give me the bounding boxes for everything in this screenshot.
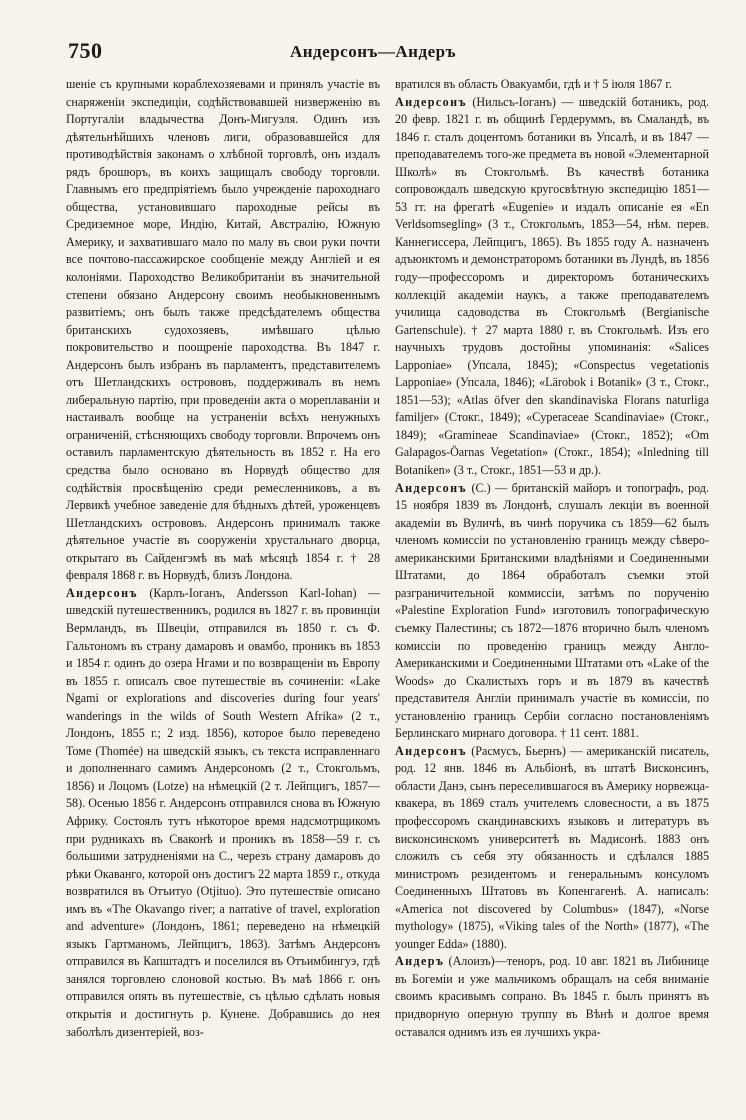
entry-text: (Карлъ-Іоганъ, Andersson Karl-Iohan) — шведскій путешественникъ, родился въ 1827 г. въ провинціи Вермландъ, въ Швеціи, отправился въ 1850 г. съ Ф. Гальтономъ въ страну дамаровъ и овамбо, проникъ въ 1853 и 1854 г. одинъ до озера Нгами и по возвращеніи въ Европу въ 1855 г. описалъ свое путешествіе въ сочиненіи: «Lake Ngami or explorations and discoveries during four years' wanderings in the wilds of South Western Afrika» (2 т., Лондонъ, 1855 г.; 2 изд. 1856), которое было переведено Томе (Thomée) на шведскій языкъ, съ текста исправленнаго и дополненнаго самимъ Андерсономъ (2 т., Стокгольмъ, 1856) и Лоцомъ (Lotze) на нѣмецкій (2 т. Лейпцигъ, 1857—58). Осенью 1856 г. Андерсонъ отправился снова въ Южную Африку. Состоялъ тутъ нѣкоторое время надсмотрщикомъ при рудникахъ въ Сваконѣ и проникъ въ 1858—59 г. съ большими затрудненіями на С., черезъ страну дамаровъ до рѣки Окаванго, которой онъ достигъ 22 марта 1859 г., откуда возвратился въ Отъитуо (Otjituo). Это путешествіе описано имъ въ «The Okavango river; a narrative of travel, exploration and adventure» (Лондонъ, 1861; переведено на нѣмецкій языкъ Гартманомъ, Лейпцигъ, 1863). Затѣмъ Андерсонъ отправился въ Капштадтъ и поселился въ Отъимбингуэ, гдѣ занялся торговлею слоновой костью. Въ маѣ 1866 г. онъ отправился опять въ путешествіе, съ цѣлью сдѣлать новыя открытія и достигнуть р. Кунене. Добравшись до нея заболѣлъ дизентеріей, воз-: [66, 585, 380, 1039]
entry-ander-alois: [395, 953, 709, 1041]
entry-text: (Нильсъ-Іоганъ) — шведскій ботаникъ, род. 20 февр. 1821 г. въ общинѣ Гердеруммъ, въ Смаландѣ, въ 1846 г. сталъ доцентомъ ботаники въ Упсалѣ, и въ 1847 — преподавателемъ того-же предмета въ новой «Элементарной Школѣ» въ Стокгольмѣ. Въ качествѣ ботаника сопровождалъ шведскую кругосвѣтную экспедицію 1851—53 гг. на фрегатѣ «Eugenie» и издалъ описаніе ея «En Verldsomsegling» (3 т., Стокгольмъ, 1853—54, нѣм. перев. Каннегиссера, Лейпцигъ, 1865). Въ 1855 году А. назначенъ адъюнктомъ и демонстраторомъ ботаники въ Лундѣ, въ 1856 году—профессоромъ и директоромъ ботаническихъ коллекцій академіи наукъ, а также преподавателемъ училища садоводства въ Стокгольмѣ (Bergianische Gartenschule). † 27 марта 1880 г. въ Стокгольмѣ. Изъ его научныхъ трудовъ достойны упоминанія: «Salices Lapponiae» (Упсала, 1845); «Conspectus vegetationis Lapponiae» (Упсала, 1846); «Lärobok i Botanik» (3 т., Стокг., 1851—53); «Atlas öfver den skandinaviska Florans naturliga familjer» (Стокг., 1849); «Cyperaceae Scandinaviae» (Стокг., 1849); «Gramineae Scandinaviae» (Стокг., 1852); «Om Galapagos-Öarnas Vegetation» (Стокг., 1854); «Inledning till Botaniken» (3 т., Стокг., 1851—53 и др.).: [395, 94, 709, 478]
entry-text: (С.) — британскій майоръ и топографъ, род. 15 ноября 1839 въ Лондонѣ, слушалъ лекціи въ военной академіи въ Вуличѣ, въ чинѣ поручика съ 1859—62 былъ членомъ комиссіи по установленію границъ между сѣверо-американскими Британскими владѣніями и Соединенными Штатами, до 1864 обработалъ съемки этой разграничительной коммиссіи, затѣмъ по порученію «Palestine Exploration Fund» изготовилъ топографическую съемку Палестины; съ 1872—1876 вторично былъ членомъ комиссіи по проведенію границъ между Англо-Американскими и Соединенными Штатами отъ «Lake of the Woods» до Скалистыхъ горъ и въ 1879 въ качествѣ представителя Англіи принималъ участіе въ комиссіи, по установленію границъ Сербіи согласно постановленіямъ Берлинскаго мирнаго договора. † 11 сент. 1881.: [395, 480, 709, 741]
entry-text: (Алоизъ)—теноръ, род. 10 авг. 1821 въ Либинице въ Богеміи и уже мальчикомъ обращалъ на себя вниманіе своимъ красивымъ сопрано. Въ 1845 г. былъ принятъ въ придворную оперную труппу въ Вѣнѣ и долгое время оставался однимъ изъ ея лучшихъ укра-: [395, 954, 709, 1039]
entry-anderson-rasmus: [395, 743, 709, 954]
entry-headword: Андерсонъ: [66, 585, 138, 600]
entry-headword: Андерсонъ: [395, 480, 467, 495]
right-column: [395, 76, 709, 1096]
left-column: [66, 76, 380, 1096]
entry-headword: Андерсонъ: [395, 743, 467, 758]
left-continuation-paragraph: шеніе съ крупными кораблехозяевами и принялъ участіе въ снаряженіи экспедиціи, содѣйствовавшей низверженію въ Португаліи владычества Донъ-Мигуэля. Одинъ изъ дѣятельнѣйшихъ членовъ лиги, образовавшейся для противодѣйствія законамъ о хлѣбной торговлѣ, онъ издалъ рядъ брошюръ, въ коихъ защищалъ свободу торговли. Главнымъ его предпріятіемъ было учрежденіе пароходнаго общества, установившаго пароходные рейсы въ Средиземное море, Индію, Китай, Австралію, Южную Америку, и захватившаго мало по малу въ свои руки почти все почтово-пассажирское сообщеніе между Англіей и ея колоніями. Пароходство Великобританіи въ значительной степени обязано Андерсону своимъ необыкновеннымъ развитіемъ; онъ былъ также предсѣдателемъ общества британскихъ судохозяевъ, имѣвшаго цѣлью покровительство и поощреніе пароходства. Въ 1847 г. Андерсонъ былъ избранъ въ парламентъ, представителемъ отъ Шетландскихъ острововъ, поддерживалъ въ немъ либеральную партію, при проведеніи акта о мореплаваніи и настаивалъ вообще на устраненіи всѣхъ ненужныхъ ограниченій, стѣсняющихъ свободу торговли. Впрочемъ онъ оставилъ парламентскую дѣятельность въ 1852 г. На его средства было основано въ Норвудѣ общество для содѣйствія просвѣщенію среди ремесленниковъ, а въ Лервикѣ учебное заведеніе для бѣдныхъ дѣтей, уроженцевъ Шетландскихъ острововъ. Андерсонъ принималъ также дѣятельное участіе въ сооруженіи хрустальнаго дворца, открытаго въ Сайденгэмѣ въ маѣ мѣсяцѣ 1854 г. † 28 февраля 1868 г. въ Норвудѣ, близъ Лондона.: [66, 77, 380, 583]
right-continuation-paragraph: вратился въ область Овакуамби, гдѣ и † 5 іюля 1867 г.: [395, 77, 672, 91]
entry-anderson-karl-johan: [66, 585, 380, 1041]
entry-anderson-s: [395, 480, 709, 743]
entry-anderson-nils-johan: [395, 94, 709, 480]
running-head: Андерсонъ—Андеръ: [289, 42, 456, 61]
entry-headword: Андерсонъ: [395, 94, 467, 109]
page-number: 750: [68, 38, 103, 63]
entry-text: (Расмусъ, Бьернъ) — американскій писатель, род. 12 янв. 1846 въ Альбіонѣ, въ штатѣ Висконсинъ, области Данэ, сынъ переселившагося въ Америку норвежца-квакера, въ 1869 сталъ учителемъ словесности, а въ 1875 профессоромъ скандинавскихъ языковъ и литературъ въ висконсинскомъ университетѣ въ Мадисонѣ. 1883 онъ сложилъ съ себя эту обязанность и сдѣлался 1885 министромъ резидентомъ и генеральнымъ консуломъ Соединенныхъ Штатовъ въ Копенгагенѣ. А. написалъ: «America not discovered by Columbus» (1847), «Norse mythology» (1875), «Viking tales of the North» (1877), «The younger Edda» (1880).: [395, 743, 709, 951]
entry-headword: Андеръ: [395, 954, 445, 969]
